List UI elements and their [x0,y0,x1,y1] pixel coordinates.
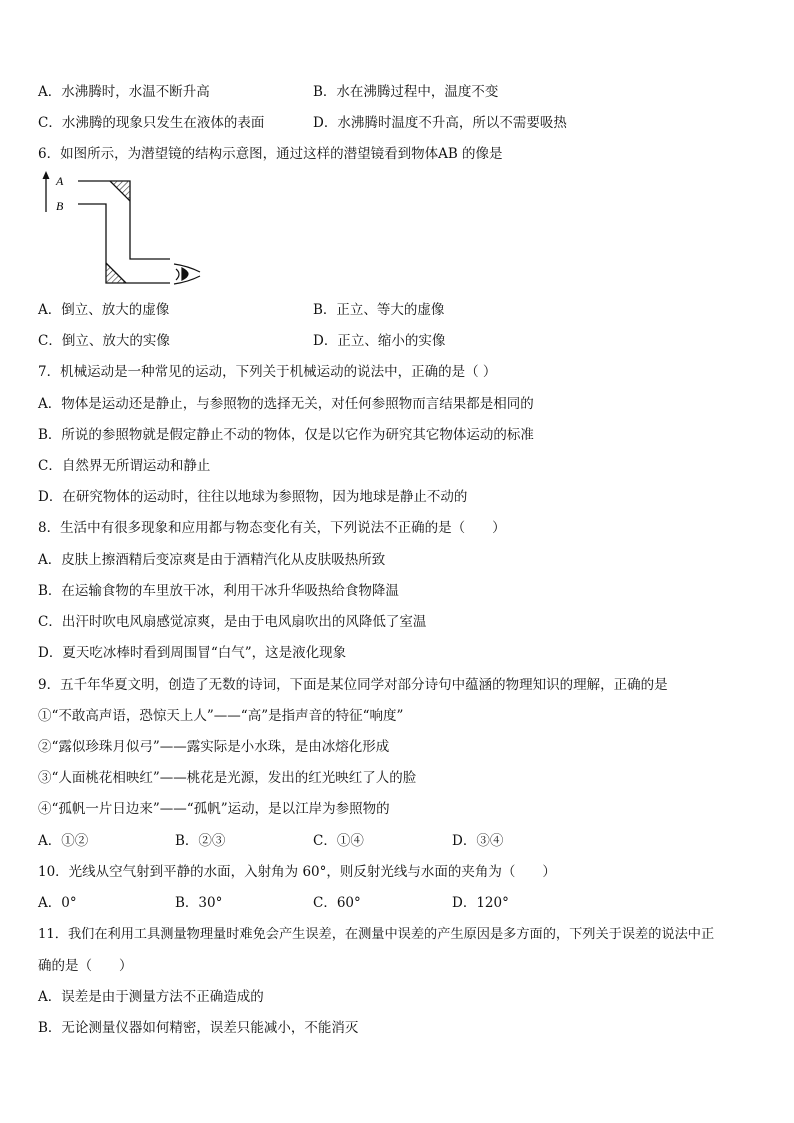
q7-option-b: B．所说的参照物就是假定静止不动的物体，仅是以它作为研究其它物体运动的标准 [38,427,534,443]
q8-option-c: C．出汗时吹电风扇感觉凉爽，是由于电风扇吹出的风降低了室温 [38,614,427,630]
q9-option-d: D．③④ [452,833,504,849]
periscope-tube [78,181,170,283]
q5-option-b: B．水在沸腾过程中，温度不变 [313,84,499,100]
q11-stem-line2: 确的是（ ） [38,958,133,974]
q6-stem: 6．如图所示，为潜望镜的结构示意图，通过这样的潜望镜看到物体AB 的像是 [38,146,503,162]
q10-option-d: D．120° [452,895,509,911]
q9-option-a: A．①② [38,833,89,849]
eye-icon [174,264,200,284]
q6-option-a: A．倒立、放大的虚像 [38,302,170,318]
label-a: A [56,174,64,188]
q5-option-a: A．水沸腾时，水温不断升高 [38,84,210,100]
q8-option-b: B．在运输食物的车里放干冰，利用干冰升华吸热给食物降温 [38,583,399,599]
q10-option-c: C．60° [313,895,361,911]
q5-option-d: D．水沸腾时温度不升高，所以不需要吸热 [313,115,567,131]
q9-statement-2: ②“露似珍珠月似弓”——露实际是小水珠，是由冰熔化形成 [38,739,390,755]
q10-stem: 10．光线从空气射到平静的水面，入射角为 60°，则反射光线与水面的夹角为（ ） [38,864,556,880]
q7-option-a: A．物体是运动还是静止，与参照物的选择无关，对任何参照物而言结果都是相同的 [38,396,534,412]
q10-option-b: B．30° [175,895,223,911]
object-arrow [43,171,50,212]
q11-option-a: A．误差是由于测量方法不正确造成的 [38,989,264,1005]
q7-option-d: D．在研究物体的运动时，往往以地球为参照物，因为地球是静止不动的 [38,489,468,505]
q9-stem: 9．五千年华夏文明，创造了无数的诗词，下面是某位同学对部分诗句中蕴涵的物理知识的理解，正确的是 [38,677,668,693]
periscope-diagram [30,166,230,296]
q8-option-d: D．夏天吃冰棒时看到周围冒“白气”，这是液化现象 [38,645,347,661]
label-b: B [56,199,64,213]
q9-option-c: C．①④ [313,833,364,849]
q7-stem: 7．机械运动是一种常见的运动，下列关于机械运动的说法中，正确的是（ ） [38,364,497,380]
q6-option-b: B．正立、等大的虚像 [313,302,445,318]
q9-statement-3: ③“人面桃花相映红”——桃花是光源，发出的红光映红了人的脸 [38,770,417,786]
q8-stem: 8．生活中有很多现象和应用都与物态变化有关，下列说法不正确的是（ ） [38,520,506,536]
q9-statement-4: ④“孤帆一片日边来”——“孤帆”运动，是以江岸为参照物的 [38,801,390,817]
q6-option-c: C．倒立、放大的实像 [38,333,170,349]
q11-stem-line1: 11．我们在利用工具测量物理量时难免会产生误差，在测量中误差的产生原因是多方面的，下列关于误差的说法中正 [38,927,715,942]
q10-option-a: A．0° [38,895,77,911]
q6-option-d: D．正立、缩小的实像 [313,333,446,349]
q11-option-b: B．无论测量仪器如何精密，误差只能减小，不能消灭 [38,1020,359,1036]
q7-option-c: C．自然界无所谓运动和静止 [38,458,211,474]
q8-option-a: A．皮肤上擦酒精后变凉爽是由于酒精汽化从皮肤吸热所致 [38,552,386,568]
q9-statement-1: ①“不敢高声语，恐惊天上人”——“高”是指声音的特征“响度” [38,708,404,724]
q5-option-c: C．水沸腾的现象只发生在液体的表面 [38,115,265,131]
q9-option-b: B．②③ [175,833,226,849]
